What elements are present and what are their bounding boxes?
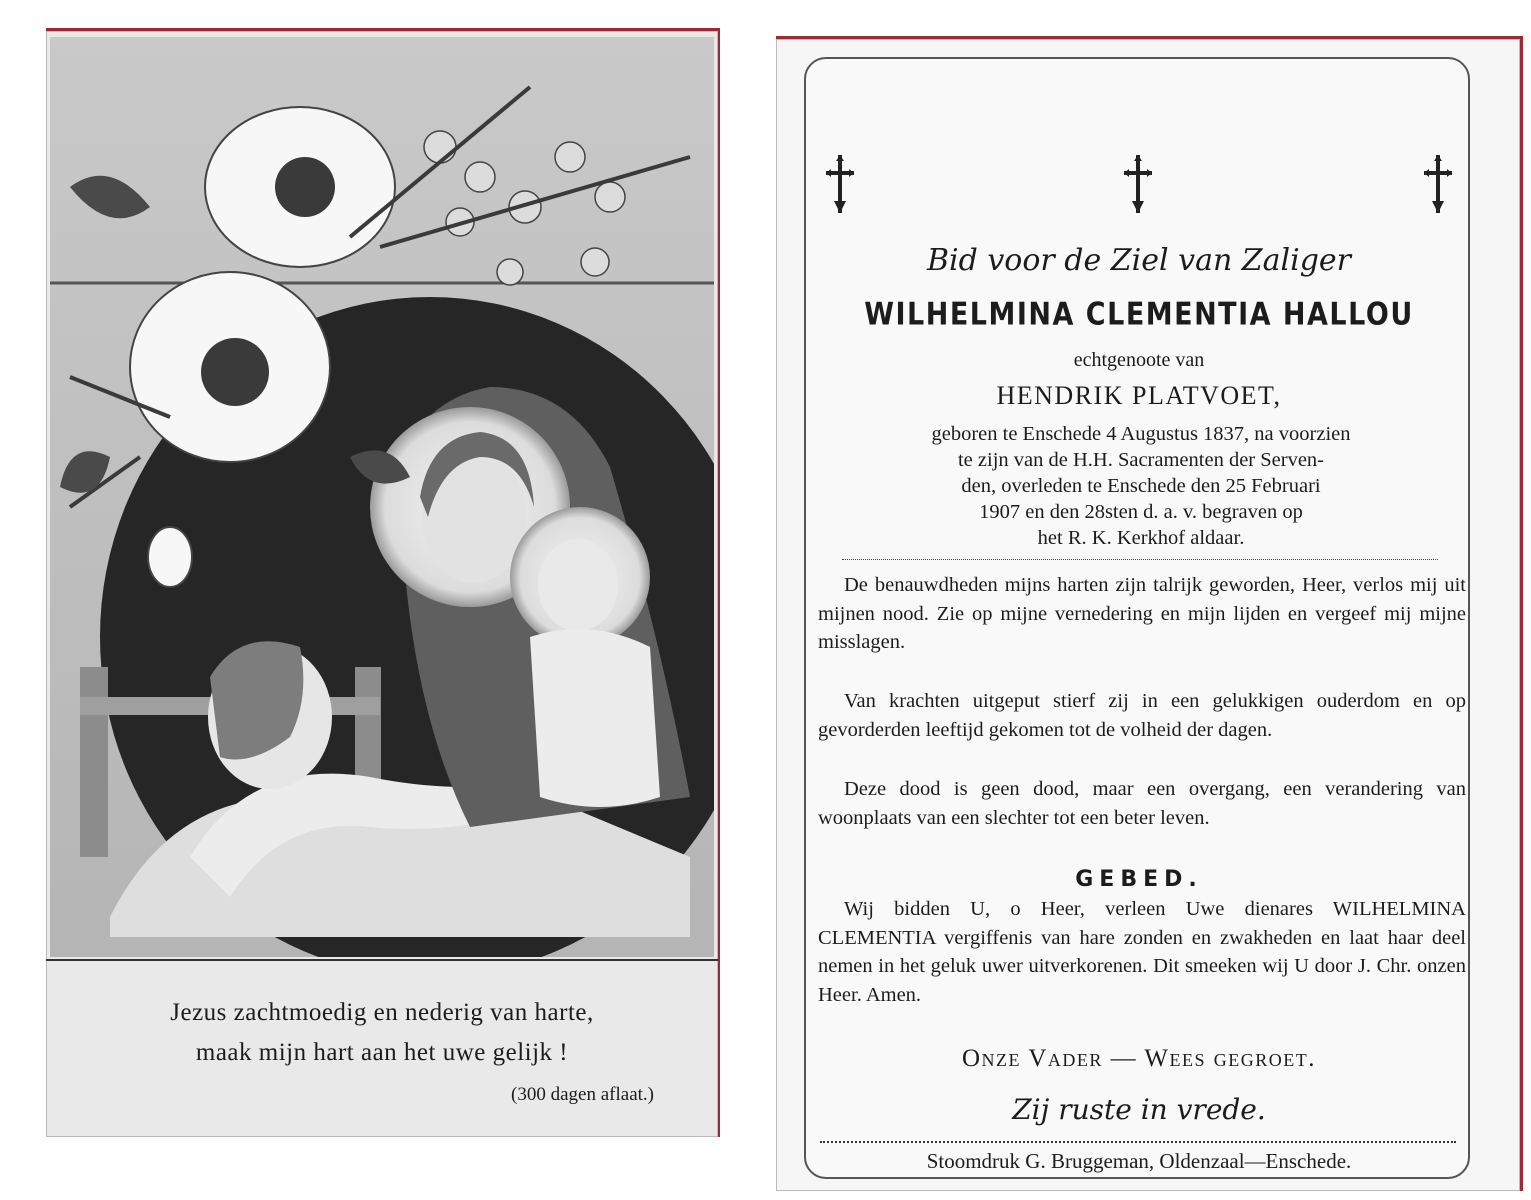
devotional-illustration [50, 37, 714, 957]
verse-1-text: De benauwdheden mijns harten zijn talrijk geworden, Heer, verlos mij uit mijnen nood. Zie op mijne vernedering en mijn lijden en vergeef mij mijne misslagen. [818, 574, 1466, 653]
verse-1 [818, 571, 1466, 657]
closing-prayers: Onze Vader — Wees gegroet. [961, 1045, 1317, 1072]
bio-line-5: het R. K. Kerkhof aldaar. [1037, 527, 1245, 549]
text-frame [804, 57, 1470, 1179]
front-caption [46, 959, 718, 1139]
deceased-name: WILHELMINA CLEMENTIA HALLOU [864, 296, 1414, 333]
cross-icon-center [1118, 151, 1158, 217]
memorial-card-front [46, 28, 720, 1137]
bio-line-2: te zijn van de H.H. Sacramenten der Serven- [957, 449, 1324, 471]
invocation: Bid voor de Ziel van Zaliger [926, 243, 1352, 278]
divider [842, 559, 1438, 560]
indulgence-note: (300 dagen aflaat.) [511, 1084, 654, 1105]
spouse-name: HENDRIK PLATVOET, [996, 381, 1282, 410]
spouse-intro: echtgenoote van [1073, 349, 1205, 371]
prayer-text: Wij bidden U, o Heer, verleen Uwe dienares WILHELMINA CLEMENTIA vergiffenis van hare zonden en zwakheden en laat haar deel nemen in het geluk uwer uitverkorenen. Dit smeeken wij U door J. Chr. onzen Heer. Amen. [818, 898, 1466, 1006]
prayer [818, 895, 1466, 1009]
caption-line-1: Jezus zachtmoedig en nederig van harte, [170, 999, 594, 1026]
prayer-title: GEBED. [1075, 867, 1203, 892]
caption-line-2: maak mijn hart aan het uwe gelijk ! [195, 1039, 569, 1066]
bio-line-3: den, overleden te Enschede den 25 Februari [961, 475, 1321, 497]
verse-2-text: Van krachten uitgeput stierf zij in een gelukkigen ouderdom en op gevorderden leeftijd gekomen tot de volheid der dagen. [818, 690, 1466, 741]
verse-3 [818, 775, 1466, 832]
bio-line-4: 1907 en den 28sten d. a. v. begraven op [979, 501, 1303, 523]
bio-line-1: geboren te Enschede 4 Augustus 1837, na voorzien [931, 423, 1351, 445]
verse-3-text: Deze dood is geen dood, maar een overgang, een verandering van woonplaats van een slechter tot een beter leven. [818, 778, 1466, 829]
footer-rule [820, 1141, 1456, 1143]
verse-2 [818, 687, 1466, 744]
biography [816, 421, 1466, 551]
cross-icon-left [820, 151, 860, 217]
memorial-card-back [776, 36, 1523, 1191]
cross-icon-right [1418, 151, 1458, 217]
rest-in-peace: Zij ruste in vrede. [1012, 1093, 1266, 1126]
printer-credit: Stoomdruk G. Bruggeman, Oldenzaal—Enschede. [926, 1149, 1352, 1173]
